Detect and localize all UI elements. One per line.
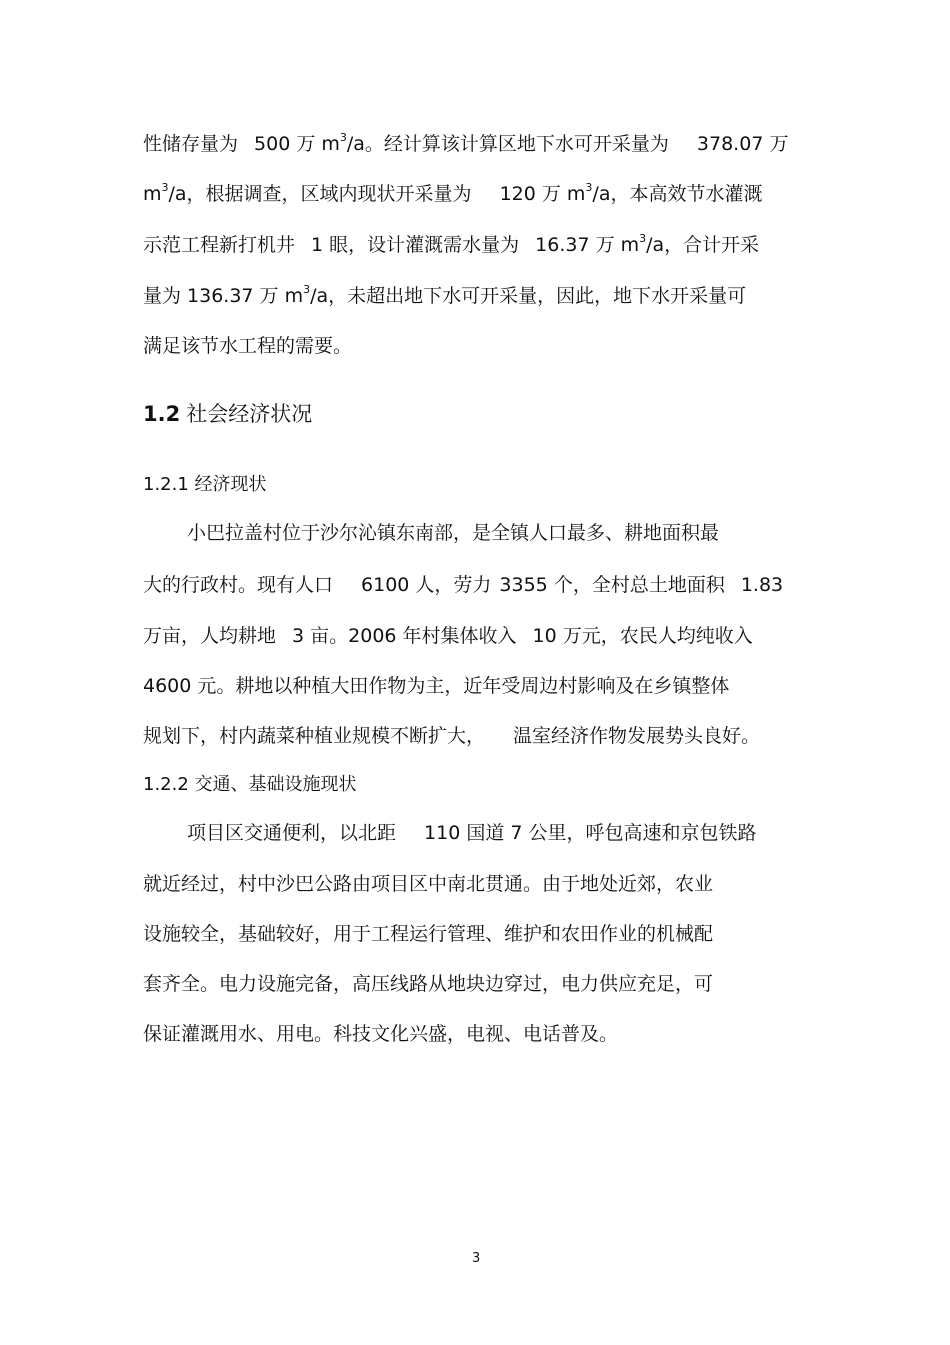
- paragraph-3-line-1: 项目区交通便利，以北距 110 国道 7 公里，呼包高速和京包铁路: [187, 822, 757, 844]
- section-heading-1-2-2: 1.2.2 交通、基础设施现状: [143, 774, 357, 795]
- section-heading-1-2-1: 1.2.1 经济现状: [143, 474, 267, 495]
- paragraph-2-line-1: 小巴拉盖村位于沙尔沁镇东南部，是全镇人口最多、耕地面积最: [187, 522, 720, 544]
- paragraph-3-line-3: 设施较全，基础较好，用于工程运行管理、维护和农田作业的机械配: [143, 923, 714, 945]
- section-heading-1-2: 1.2 社会经济状况: [143, 402, 313, 426]
- paragraph-3-line-4: 套齐全。电力设施完备，高压线路从地块边穿过，电力供应充足，可: [143, 973, 714, 995]
- paragraph-1-line-4: 量为 136.37 万 $m^3/a$，未超出地下水可开采量，因此，地下水开采量可: [143, 282, 747, 307]
- paragraph-1-line-3: 示范工程新打机井 1 眼，设计灌溉需水量为 16.37 万 $m^3/a$，合计开采: [143, 231, 760, 256]
- paragraph-1-line-1: 性储存量为 500 万 $m^3/a$。经计算该计算区地下水可开采量为 378.07 万: [143, 130, 789, 155]
- paragraph-3-line-2: 就近经过，村中沙巴公路由项目区中南北贯通。由于地处近郊，农业: [143, 873, 714, 895]
- paragraph-2-line-5: 规划下，村内蔬菜种植业规模不断扩大， 温室经济作物发展势头良好。: [143, 725, 761, 747]
- paragraph-2-line-3: 万亩，人均耕地 3 亩。2006 年村集体收入 10 万元，农民人均纯收入: [143, 625, 753, 647]
- paragraph-3-line-5: 保证灌溉用水、用电。科技文化兴盛，电视、电话普及。: [143, 1023, 619, 1045]
- paragraph-2-line-4: 4600 元。耕地以种植大田作物为主，近年受周边村影响及在乡镇整体: [143, 675, 730, 697]
- page-number: 3: [472, 1251, 481, 1266]
- paragraph-2-line-2: 大的行政村。现有人口 6100 人，劳力 3355 个，全村总土地面积 1.83: [143, 574, 784, 596]
- paragraph-1-line-2: $m^3/a$，根据调查，区域内现状开采量为 120 万 $m^3/a$，本高效节水灌溉: [143, 180, 763, 205]
- paragraph-1-line-5: 满足该节水工程的需要。: [143, 335, 353, 357]
